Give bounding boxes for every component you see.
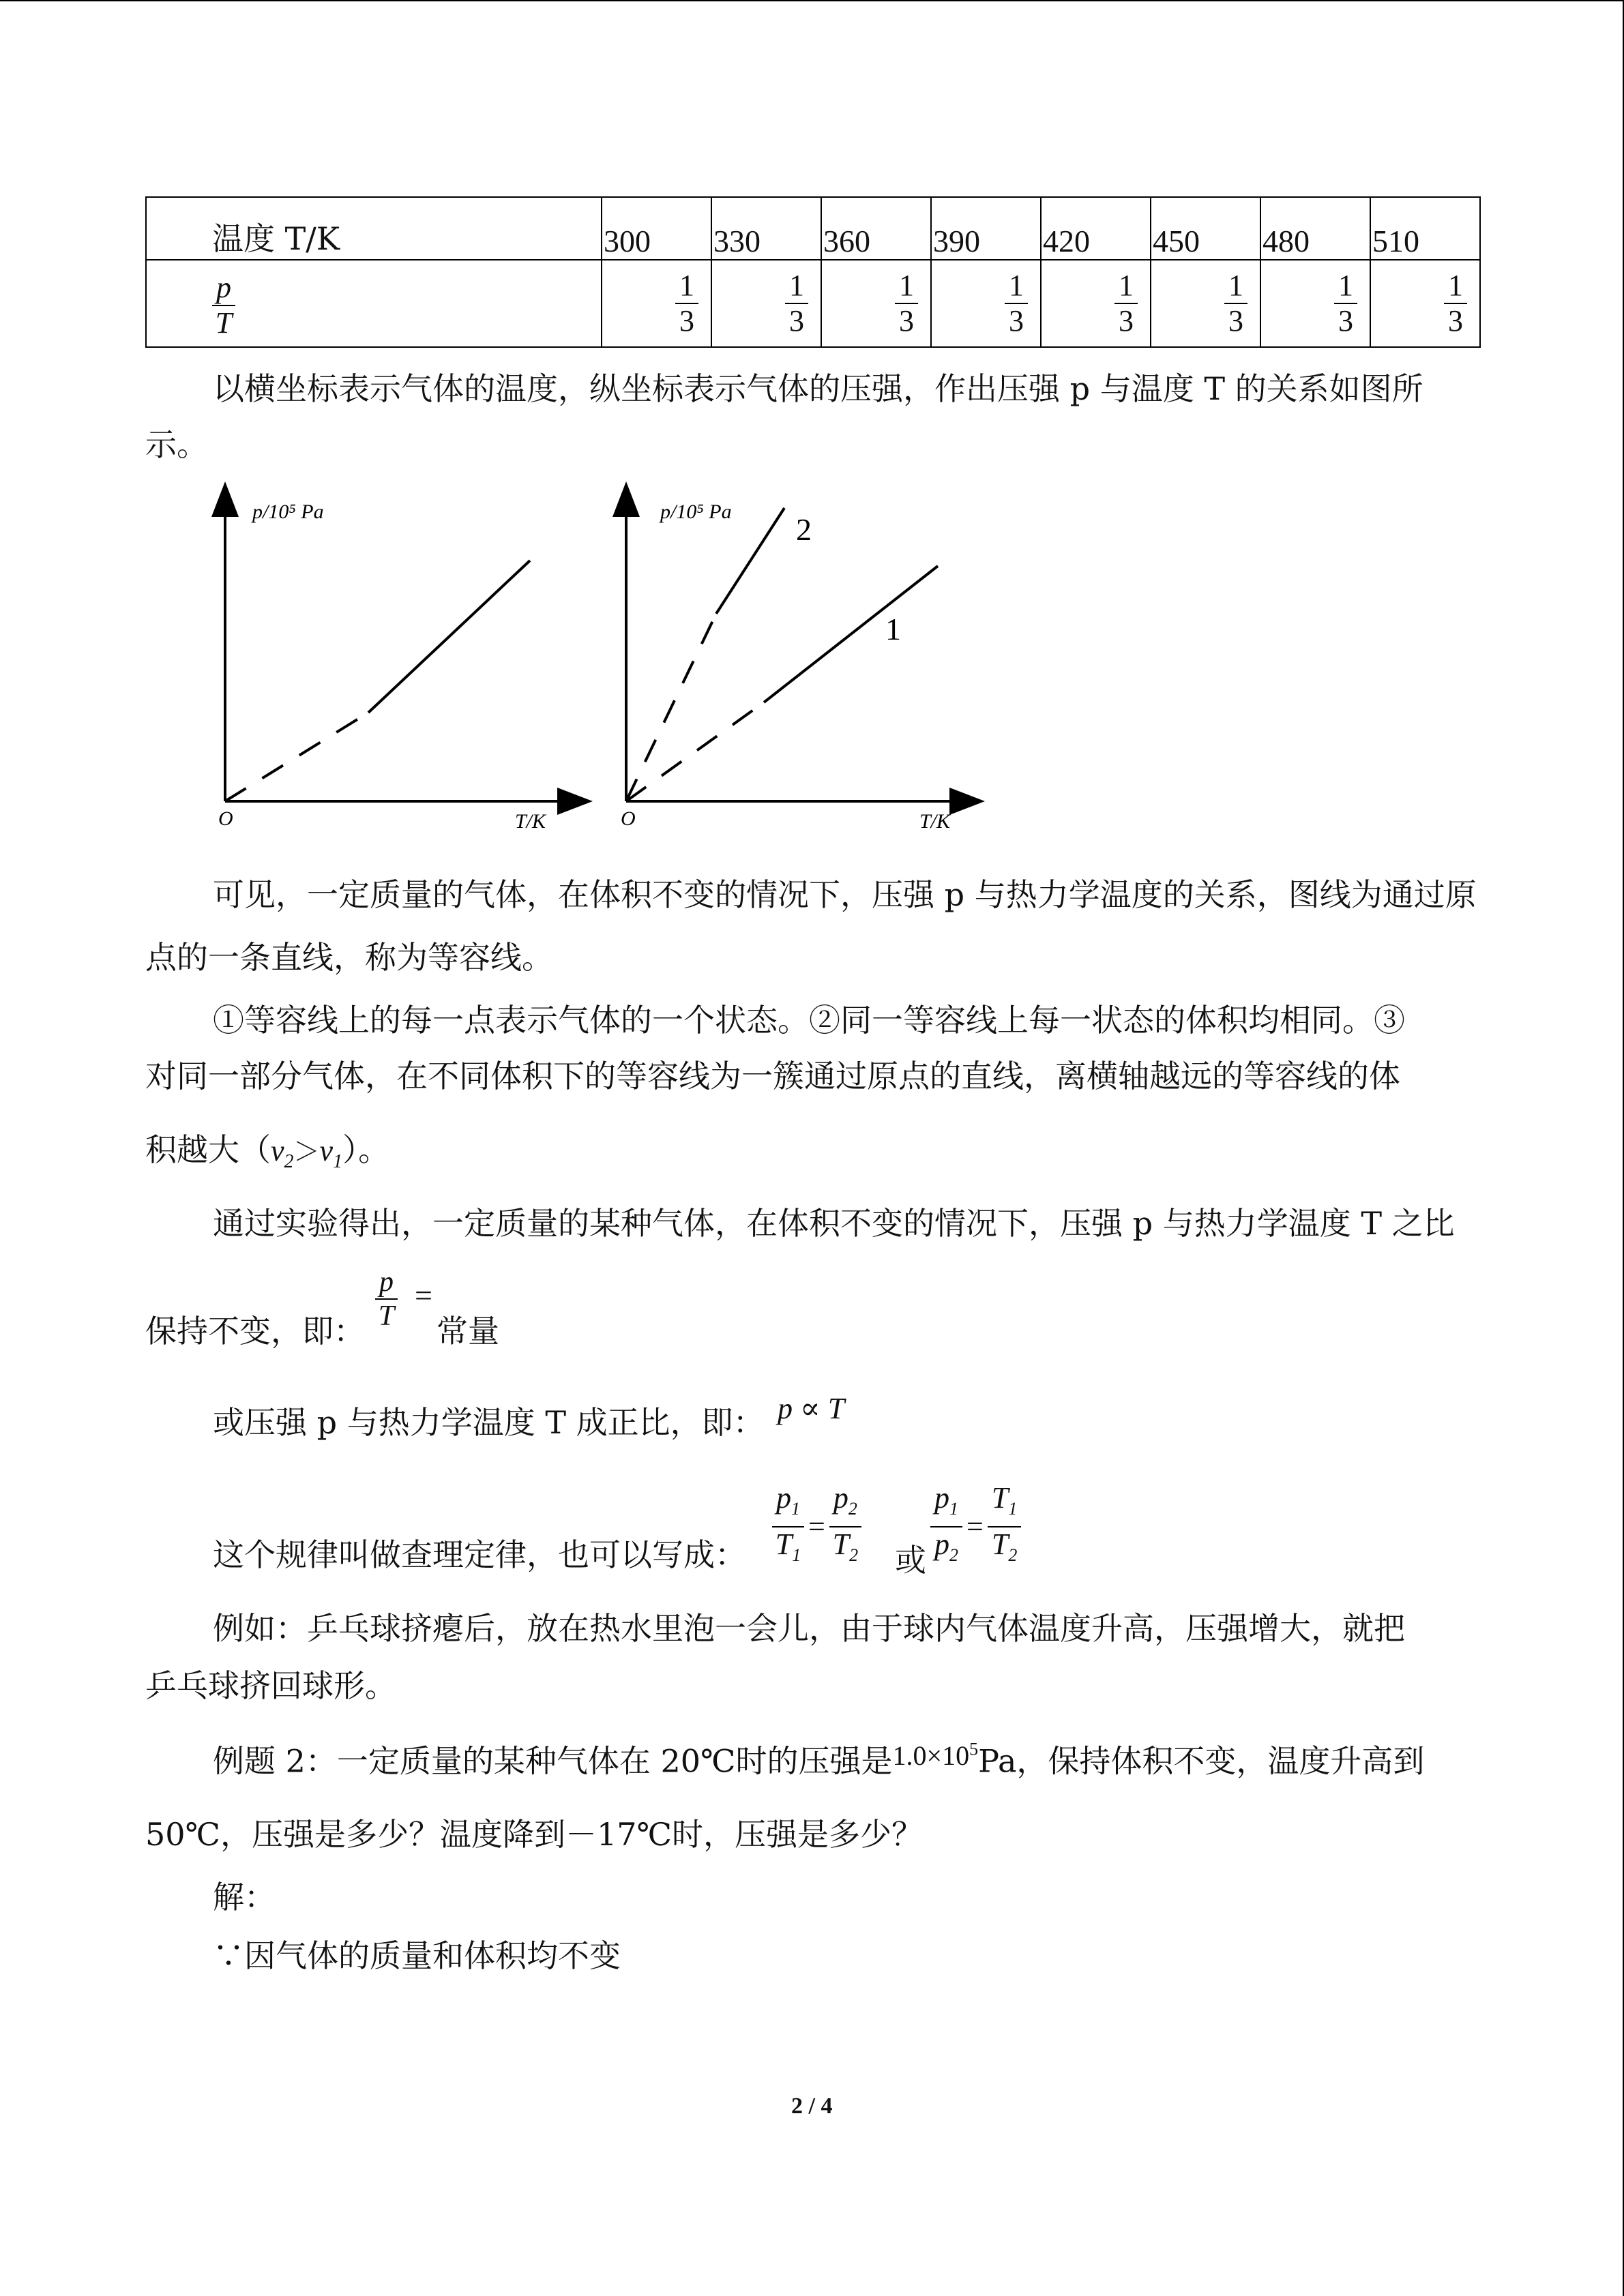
fraction-denominator: T bbox=[215, 306, 233, 340]
temperature-table bbox=[145, 196, 1481, 348]
constant-text: 常量 bbox=[437, 1313, 499, 1350]
equals-sign: = bbox=[415, 1278, 432, 1313]
line-2-dashed bbox=[626, 614, 716, 801]
paragraph-7-line-2: 乒乓球挤回球形。 bbox=[145, 1667, 396, 1704]
ratio-cell: $\frac{1}{3}$ bbox=[602, 260, 711, 347]
p-over-t-fraction bbox=[212, 272, 235, 339]
ratio-cell: $\frac{1}{3}$ bbox=[1260, 260, 1370, 347]
line-1-solid bbox=[764, 566, 938, 702]
isochoric-line bbox=[368, 561, 530, 713]
table-header-label: 温度 T/K bbox=[146, 197, 602, 260]
paragraph-1-line-1: 以横坐标表示气体的温度，纵坐标表示气体的压强，作出压强 p 与温度 T 的关系如图所 bbox=[213, 370, 1423, 407]
y-axis-label: p/10⁵ Pa bbox=[660, 501, 732, 523]
temperature-cell: 480 bbox=[1260, 197, 1370, 260]
line-1-label: 1 bbox=[885, 612, 901, 646]
temperature-cell: 360 bbox=[821, 197, 931, 260]
temperature-cell: 510 bbox=[1370, 197, 1480, 260]
paragraph-3-line-3: 积越大$(v_2>v_1)$。 bbox=[145, 1131, 390, 1172]
ratio-cell: $\frac{1}{3}$ bbox=[711, 260, 821, 347]
paragraph-3-line-1: ①等容线上的每一点表示气体的一个状态。②同一等容线上每一状态的体积均相同。③ bbox=[213, 1002, 1405, 1039]
line-2-solid bbox=[716, 508, 784, 614]
paragraph-2-line-1: 可见，一定质量的气体，在体积不变的情况下，压强 p 与热力学温度的关系，图线为通过原 bbox=[213, 876, 1477, 913]
table-header-row bbox=[146, 197, 1480, 260]
origin-label: O bbox=[218, 807, 233, 830]
page-number: 2 / 4 bbox=[791, 2093, 833, 2119]
paragraph-8-line-2: 50℃，压强是多少？温度降到－17℃时，压强是多少？ bbox=[145, 1816, 923, 1853]
ratio-row-label bbox=[146, 260, 602, 347]
paragraph-4-line-1: 通过实验得出，一定质量的某种气体，在体积不变的情况下，压强 p 与热力学温度 T 之比 bbox=[213, 1205, 1455, 1242]
fraction-numerator: p bbox=[212, 272, 235, 306]
paragraph-1-line-2: 示。 bbox=[145, 426, 208, 463]
solution-label: 解： bbox=[213, 1879, 276, 1915]
charles-law-formula-alt: $\frac{p_1}{p_2}$ = $\frac{T_1}{T_2}$ bbox=[930, 1482, 1021, 1571]
extrapolated-dashed-line bbox=[225, 713, 368, 801]
temperature-cell: 330 bbox=[711, 197, 821, 260]
ratio-cell: $\frac{1}{3}$ bbox=[1151, 260, 1260, 347]
paragraph-2-line-2: 点的一条直线，称为等容线。 bbox=[145, 939, 553, 976]
proportional-formula: p ∝ T bbox=[778, 1392, 845, 1425]
table-ratio-row bbox=[146, 260, 1480, 347]
origin-label: O bbox=[621, 807, 636, 830]
x-axis-label: T/K bbox=[919, 810, 951, 833]
figure-left-graph bbox=[198, 491, 580, 839]
paragraph-8-line-1: 例题 2：一定质量的某种气体在 20℃时的压强是$1.0\times 10^5Pa$，保持体积不变，温度升高到 bbox=[213, 1740, 1425, 1780]
ratio-cell: $\frac{1}{3}$ bbox=[821, 260, 931, 347]
temperature-cell: 390 bbox=[931, 197, 1041, 260]
line-2-label: 2 bbox=[796, 512, 812, 547]
or-text: 或 bbox=[895, 1542, 926, 1579]
p-over-t-formula: $\frac{p}{T}$ bbox=[375, 1267, 398, 1331]
line-1-dashed bbox=[626, 702, 764, 801]
charles-law-formula: $\frac{p_1}{T_1}$ = $\frac{p_2}{T_2}$ bbox=[772, 1482, 861, 1571]
y-axis-label: p/10⁵ Pa bbox=[252, 501, 324, 523]
figure-right-graph bbox=[600, 491, 982, 839]
x-axis-label: T/K bbox=[515, 810, 546, 833]
temperature-cell: 300 bbox=[602, 197, 711, 260]
ratio-cell: $\frac{1}{3}$ bbox=[1041, 260, 1151, 347]
paragraph-7-line-1: 例如：乒乓球挤瘪后，放在热水里泡一会儿，由于球内气体温度升高，压强增大，就把 bbox=[213, 1610, 1405, 1647]
solution-line-1: ∵因气体的质量和体积均不变 bbox=[213, 1937, 621, 1974]
temperature-cell: 420 bbox=[1041, 197, 1151, 260]
ratio-cell: $\frac{1}{3}$ bbox=[1370, 260, 1480, 347]
ratio-cell: $\frac{1}{3}$ bbox=[931, 260, 1041, 347]
paragraph-3-line-2: 对同一部分气体，在不同体积下的等容线为一簇通过原点的直线，离横轴越远的等容线的体 bbox=[145, 1058, 1400, 1094]
paragraph-4-line-2-text: 保持不变，即： bbox=[145, 1313, 365, 1350]
paragraph-5-text: 或压强 p 与热力学温度 T 成正比，即： bbox=[213, 1404, 765, 1441]
temperature-cell: 450 bbox=[1151, 197, 1260, 260]
paragraph-6-text: 这个规律叫做查理定律，也可以写成： bbox=[213, 1536, 746, 1573]
